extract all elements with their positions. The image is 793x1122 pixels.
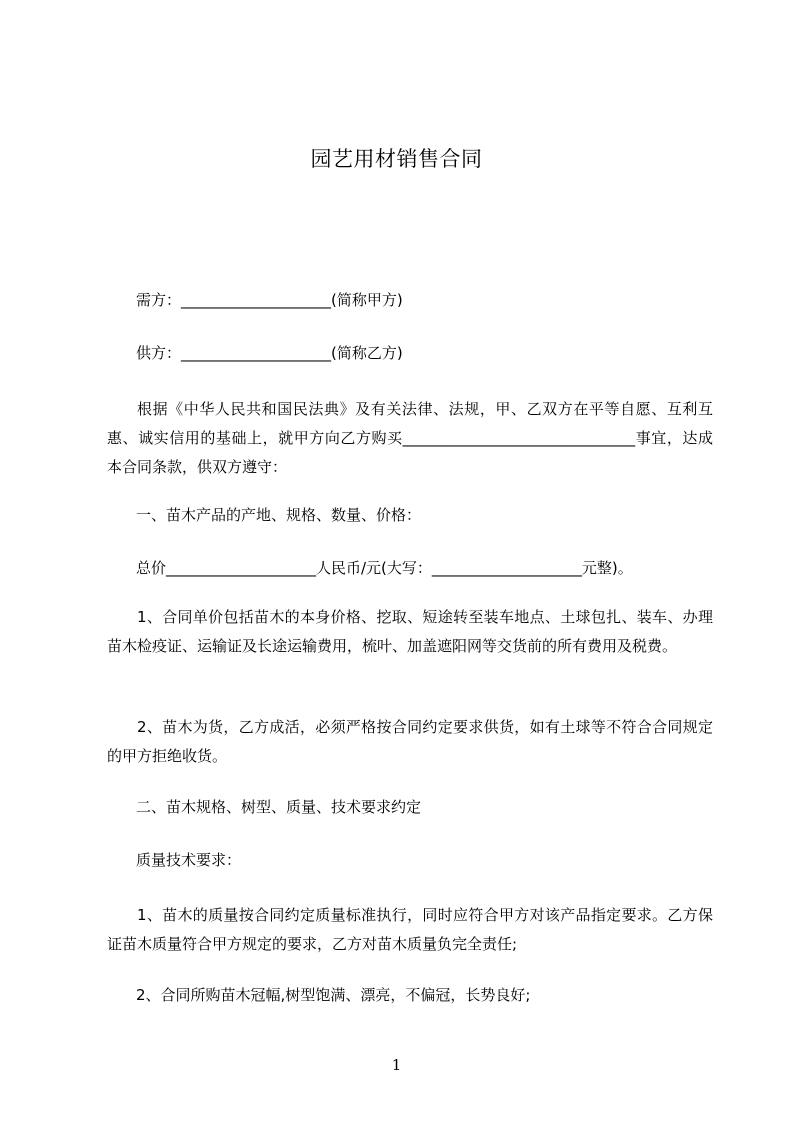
section-1-heading: 一、苗木产品的产地、规格、数量、价格： xyxy=(136,506,422,524)
clause-2-2: 2、合同所购苗木冠幅,树型饱满、漂亮，不偏冠，长势良好; xyxy=(136,986,531,1004)
clause-1-1: 1、合同单价包括苗木的本身价格、挖取、短途转至装车地点、土球包扎、装车、办理苗木检疫证、运输证及长途运输费用，梳叶、加盖遮阳网等交货前的所有费用及税费。 xyxy=(107,608,713,655)
clause-2-1: 1、苗木的质量按合同约定质量标准执行，同时应符合甲方对该产品指定要求。乙方保证苗木质量符合甲方规定的要求，乙方对苗木质量负完全责任; xyxy=(107,906,713,953)
clause-1-2: 2、苗木为货，乙方成活，必须严格按合同约定要求供货，如有土球等不符合合同规定的甲方拒绝收货。 xyxy=(107,718,713,765)
document-title: 园艺用材销售合同 xyxy=(310,147,483,171)
section-2-heading: 二、苗木规格、树型、质量、技术要求约定 xyxy=(136,798,422,816)
seller-line: 供方：____________________(简称乙方) xyxy=(136,344,403,362)
preamble-paragraph: 根据《中华人民共和国民法典》及有关法律、法规，甲、乙双方在平等自愿、互利互惠、诚实信用的基础上，就甲方向乙方购买_______________________________事宜，达成本合同条款，供双方遵守： xyxy=(107,400,713,476)
buyer-line: 需方：____________________(简称甲方) xyxy=(136,291,403,309)
total-price-line: 总价____________________人民币/元(大写：____________________元整)。 xyxy=(136,559,633,577)
quality-heading: 质量技术要求： xyxy=(136,851,242,869)
page-number: 1 xyxy=(391,1056,402,1074)
